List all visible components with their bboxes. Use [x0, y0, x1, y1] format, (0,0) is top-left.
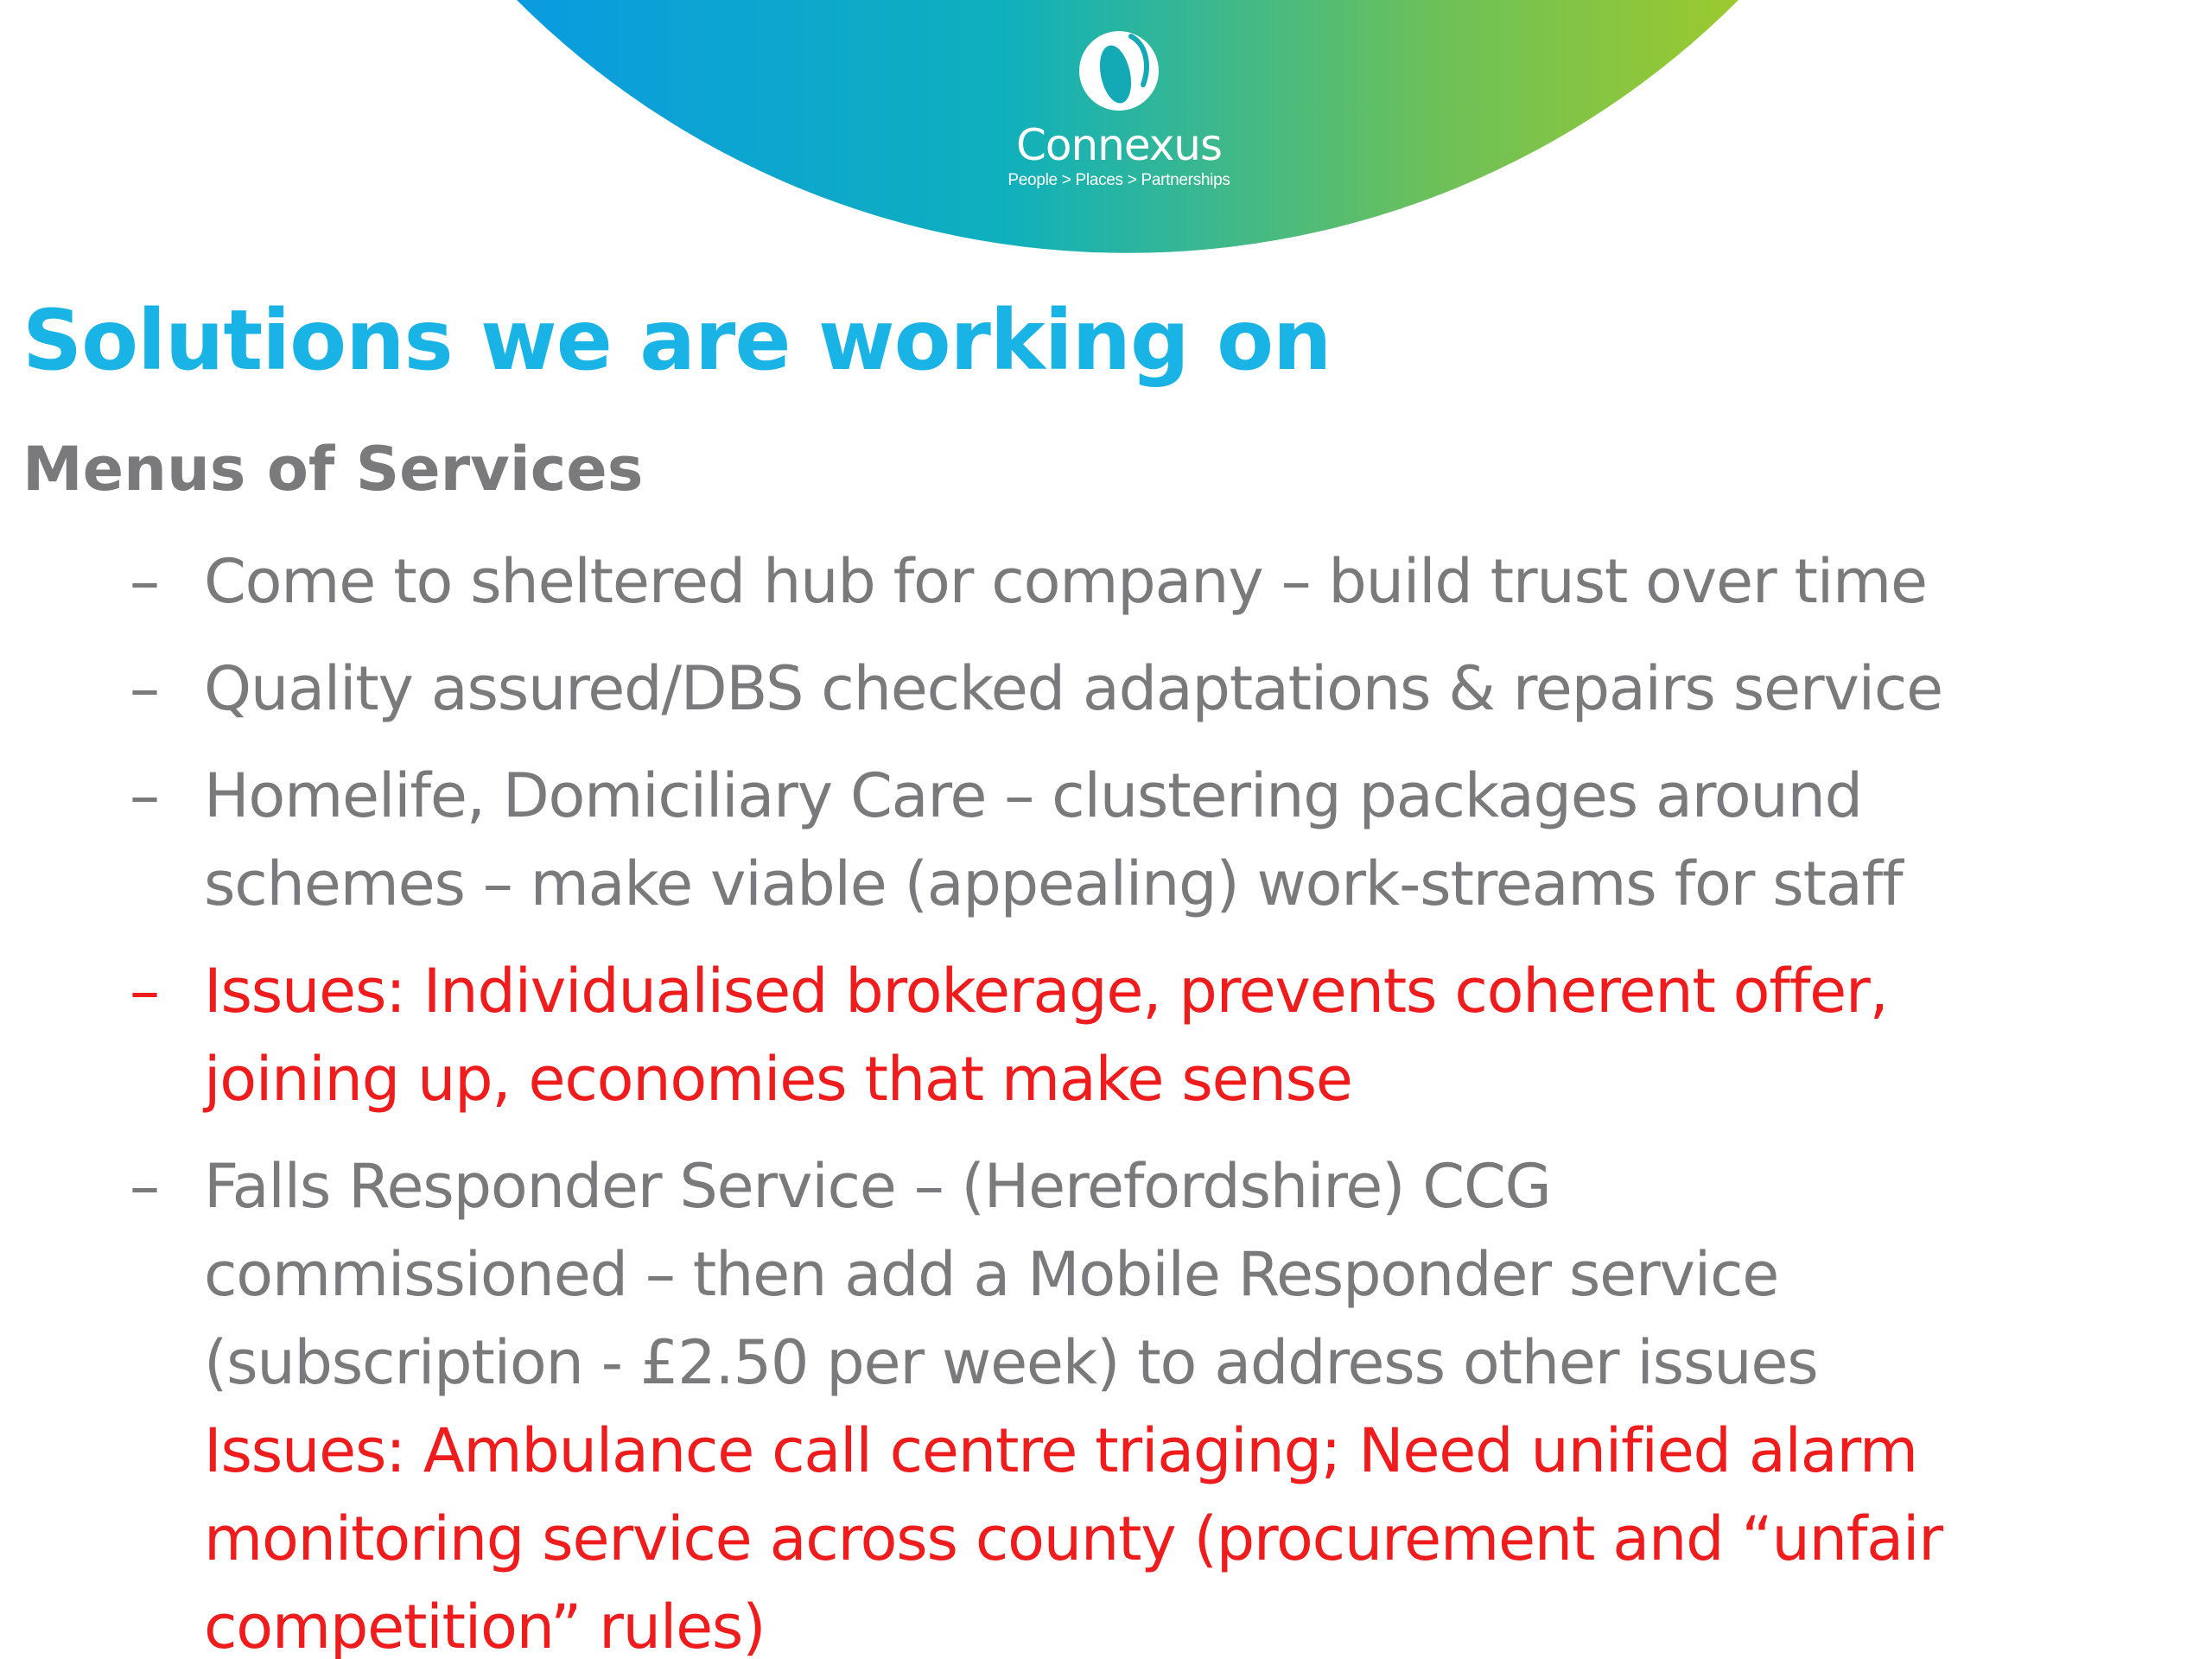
dash-bullet: – [130, 956, 159, 1027]
logo-tagline: People > Places > Partnerships [1007, 171, 1230, 189]
dash-bullet: – [130, 653, 159, 724]
dash-bullet: – [130, 760, 159, 831]
issue-line: monitoring service across county (procurement and “unfair [204, 1503, 1942, 1574]
issue-line: Issues: Ambulance call centre triaging; Need unified alarm [204, 1415, 1917, 1486]
list-item-issue [130, 947, 2203, 1123]
item-line: Issues: Individualised brokerage, prevents coherent offer, [204, 956, 1888, 1027]
services-list [130, 537, 2203, 1659]
item-line: Come to sheltered hub for company – build trust over time [204, 546, 1927, 617]
item-line: joining up, economies that make sense [204, 1044, 1352, 1115]
connexus-logo [976, 22, 1262, 190]
logo-name: Connexus [1015, 120, 1223, 170]
list-item [130, 752, 2203, 928]
issue-line: competition” rules) [204, 1592, 766, 1659]
slide-title: Solutions we are working on [22, 292, 1332, 389]
item-line: schemes – make viable (appealing) work-streams for staff [204, 849, 1903, 919]
item-line: Homelife, Domiciliary Care – clustering packages around [204, 760, 1862, 831]
dash-bullet: – [130, 1151, 159, 1222]
item-line: Falls Responder Service – (Herefordshire) CCG [204, 1151, 1551, 1222]
dash-bullet: – [130, 546, 159, 617]
item-line: Quality assured/DBS checked adaptations & repairs service [204, 653, 1943, 724]
list-item [130, 537, 2203, 626]
list-item [130, 645, 2203, 733]
list-item [130, 1142, 2203, 1659]
section-heading: Menus of Services [22, 434, 644, 505]
connexus-ring-icon [1071, 22, 1167, 119]
item-line: (subscription - £2.50 per week) to address other issues [204, 1327, 1818, 1398]
item-line: commissioned – then add a Mobile Responder service [204, 1239, 1779, 1310]
